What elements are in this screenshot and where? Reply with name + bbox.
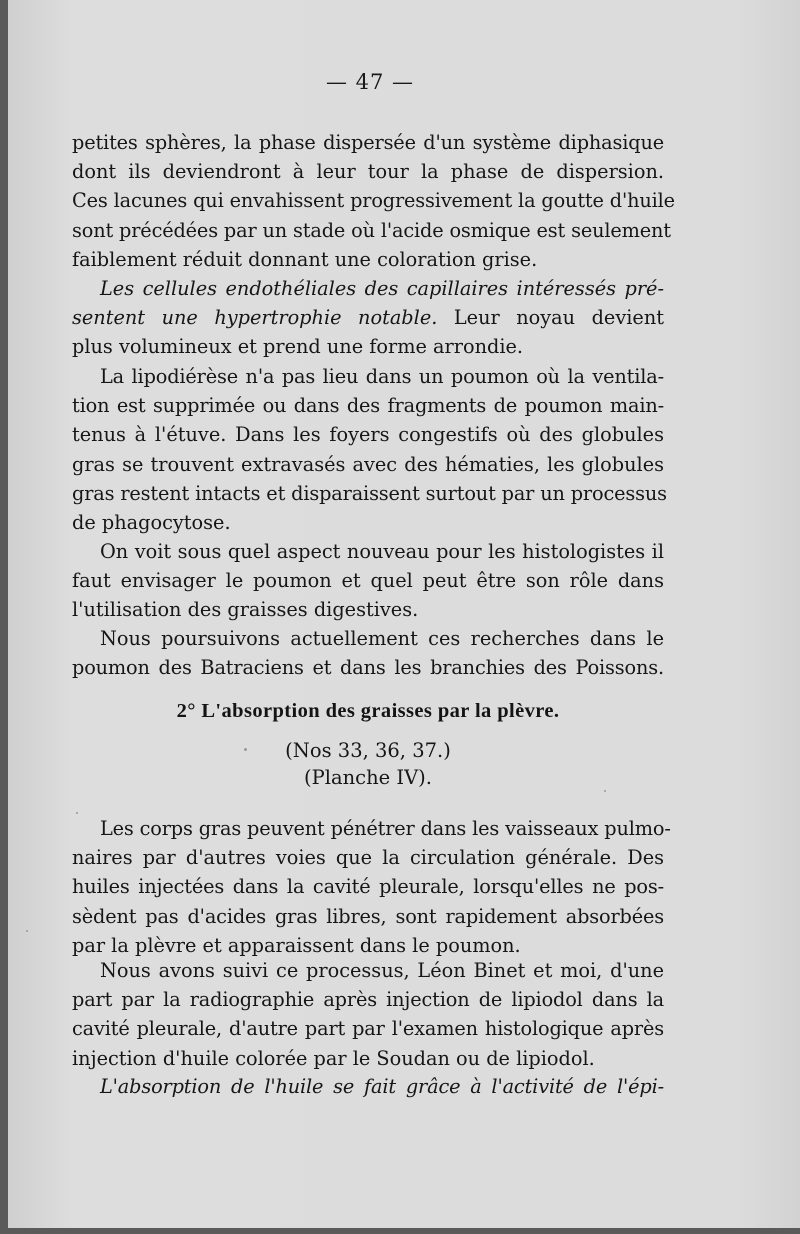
text-line: sont précédées par un stade où l'acide osmique est seulement: [72, 218, 671, 242]
text-line: plus volumineux et prend une forme arrondie.: [72, 335, 524, 359]
text-line: Nous avons suivi ce processus, Léon Binet et moi, d'une: [100, 959, 664, 982]
text-line: poumon des Batraciens et dans les branchies des Poissons.: [72, 656, 664, 680]
text-phrase: Leur noyau devient: [437, 306, 664, 330]
text-line: On voit sous quel aspect nouveau pour les histologistes il: [100, 540, 664, 563]
text-line: cavité pleurale, d'autre part par l'examen histologique après: [72, 1017, 664, 1041]
paragraph-fatty-bodies: [72, 814, 671, 960]
paragraph-further-research: [72, 624, 664, 682]
paragraph-endothelial-cells: [72, 274, 664, 362]
paragraph-radiography: [72, 956, 664, 1073]
text-line: huiles injectées dans la cavité pleurale, lorsqu'elles ne pos-: [72, 875, 664, 899]
text-line: Ces lacunes qui envahissent progressivement la goutte d'huile: [72, 189, 675, 213]
text-line: naires par d'autres voies que la circulation générale. Des: [72, 846, 664, 870]
text-line: dont ils deviendront à leur tour la phase de dispersion.: [72, 160, 664, 184]
text-line: injection d'huile colorée par le Soudan ou de lipiodol.: [72, 1046, 595, 1070]
page-number: — 47 —: [325, 70, 415, 94]
text-line: l'utilisation des graisses digestives.: [72, 598, 419, 622]
text-line: Nous poursuivons actuellement ces recherches dans le: [100, 627, 664, 650]
paper-speck: [26, 930, 28, 932]
text-line: tion est supprimée ou dans des fragments de poumon main-: [72, 394, 664, 418]
paragraph-lipodieresis: [72, 362, 667, 537]
section-references: (Nos 33, 36, 37.): [285, 739, 451, 762]
text-line: faiblement réduit donnant une coloration grise.: [72, 247, 538, 271]
section-plate: (Planche IV).: [304, 766, 432, 789]
text-line: de phagocytose.: [72, 510, 231, 534]
text-line: [72, 303, 664, 332]
paper-speck: [244, 748, 247, 751]
document-page: [8, 0, 800, 1228]
text-line: part par la radiographie après injection de lipiodol dans la: [72, 988, 664, 1012]
text-line: par la plèvre et apparaissent dans le poumon.: [72, 933, 521, 957]
text-line: gras se trouvent extravasés avec des hématies, les globules: [72, 452, 664, 476]
text-line: gras restent intacts et disparaissent surtout par un processus: [72, 481, 667, 505]
text-line: La lipodiérèse n'a pas lieu dans un poumon où la ventila-: [100, 365, 664, 388]
paper-speck: [604, 790, 606, 792]
section-heading: 2° L'absorption des graisses par la plèvre.: [176, 700, 560, 722]
text-line: faut envisager le poumon et quel peut être son rôle dans: [72, 569, 664, 593]
paragraph-absorption-oil: [72, 1072, 664, 1101]
text-line: Les cellules endothéliales des capillaires intéressés pré-: [100, 277, 664, 300]
text-line: Les corps gras peuvent pénétrer dans les vaisseaux pulmo-: [100, 817, 671, 840]
text-line: tenus à l'étuve. Dans les foyers congestifs où des globules: [72, 423, 664, 447]
text-line: sèdent pas d'acides gras libres, sont rapidement absorbées: [72, 904, 664, 928]
paragraph-new-aspect: [72, 537, 664, 625]
text-line: petites sphères, la phase dispersée d'un système diphasique: [72, 131, 664, 154]
paper-speck: [76, 812, 78, 814]
paragraph-continuation: [72, 128, 675, 274]
text-line: L'absorption de l'huile se fait grâce à l'activité de l'épi-: [100, 1075, 664, 1098]
italic-phrase: sentent une hypertrophie notable.: [72, 306, 438, 330]
